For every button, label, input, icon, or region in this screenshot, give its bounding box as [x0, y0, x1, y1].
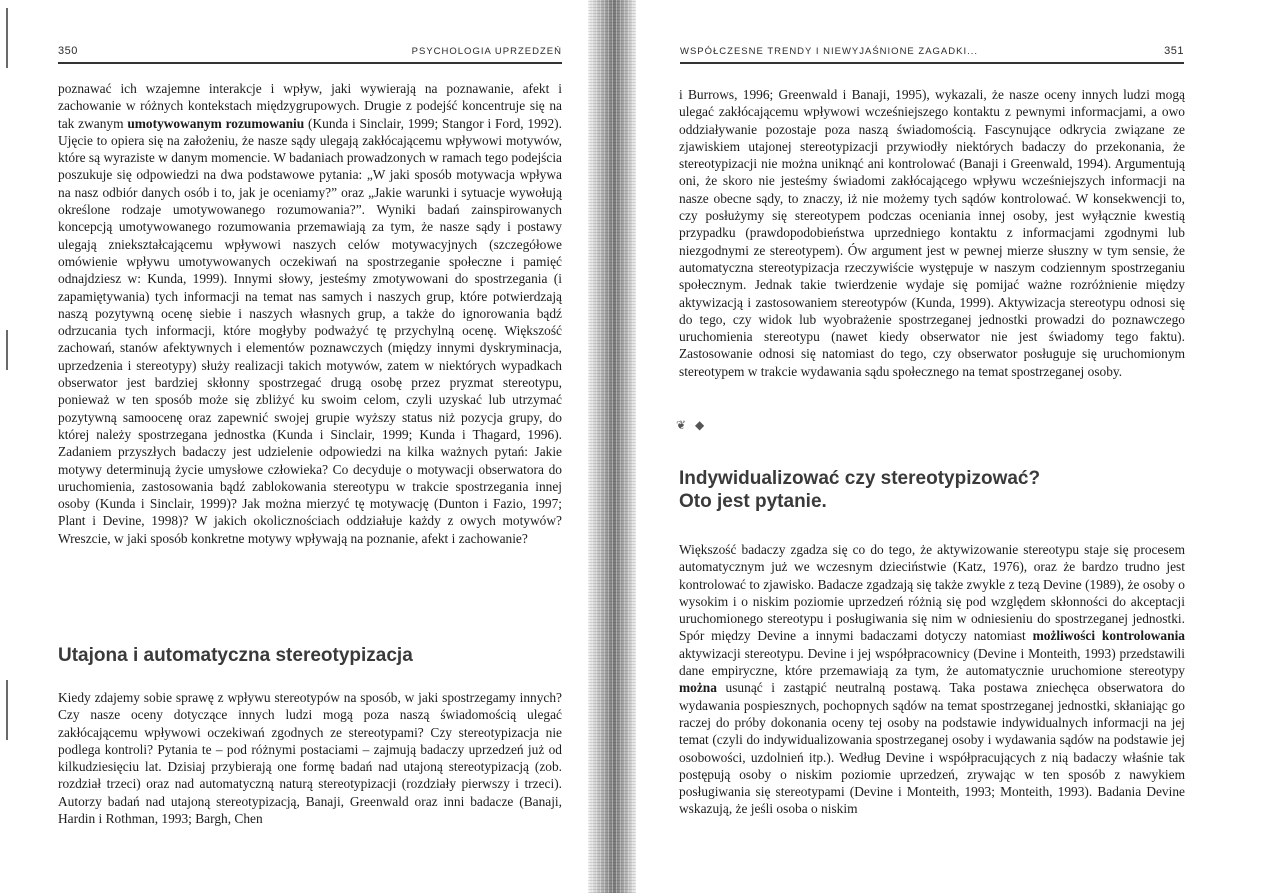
running-head-title: WSPÓŁCZESNE TRENDY I NIEWYJAŚNIONE ZAGADKI...	[680, 46, 979, 57]
body-paragraph: i Burrows, 1996; Greenwald i Banaji, 1995), wykazali, że nasze oceny innych ludzi mogą ulegać zakłócającemu wpływowi wcześniejszego kontaktu z pewnymi informacjami, a owo oddziaływanie pozostaje poza naszą świadomością. Fascynujące odkrycia związane ze zjawiskiem utajonej stereotypizacji przywiodły niektórych badaczy do przekonania, że stereotypizacji nie można uniknąć ani kontrolować (Banaji i Greenwald, 1994). Argumentują oni, że skoro nie jesteśmy świadomi zakłócającego wpływu wcześniejszych informacji na nasze obecne sądy, to znaczy, iż nie możemy tych sądów kontrolować. W konsekwencji to, czy posłużymy się stereotypem podczas oceniania innej osoby, jest wyłącznie kwestią przypadku (prawdopodobieństwa uprzedniego kontaktu z informacjami zgodnymi lub niezgodnymi ze stereotypem). Ów argument jest w pewnej mierze słuszny w tym sensie, że automatyczna stereotypizacja rzeczywiście występuje w naszym codziennym spostrzeganiu społecznym. Jednak takie twierdzenie wydaje się pomijać ważne rozróżnienie między aktywizacją i zastosowaniem stereotypów (Kunda, 1999). Aktywizacja stereotypu odnosi się do tego, czy widok lub wyobrażenie spostrzeganej jednostki prowadzi do poznawczego uruchomienia stereotypu (nawet kiedy obserwator nie jest świadomy tego faktu). Zastosowanie odnosi się natomiast do tego, czy obserwator posługuje się uruchomionym stereotypem w trakcie wydawania sądu społecznego na temat spostrzeganej osoby.	[679, 87, 1185, 379]
scan-edge-mark	[6, 330, 8, 370]
left-page	[0, 0, 592, 893]
bold-term: umotywowanym rozumowaniu	[127, 115, 305, 131]
bold-term: można	[679, 680, 717, 696]
section-heading: Utajona i automatyczna stereotypizacja	[58, 645, 413, 666]
right-page	[636, 0, 1264, 893]
page-number: 351	[1164, 45, 1184, 57]
running-head-title: PSYCHOLOGIA UPRZEDZEŃ	[411, 46, 562, 57]
book-gutter	[588, 0, 636, 893]
heading-line: Oto jest pytanie.	[679, 491, 827, 512]
page-number: 350	[58, 45, 78, 57]
scan-edge-mark	[6, 8, 8, 68]
left-running-head	[58, 40, 562, 64]
body-paragraph: Kiedy zdajemy sobie sprawę z wpływu stereotypów na sposób, w jaki spostrzegamy innych? Czy nasze oceny dotyczące innych ludzi mogą poza naszą świadomością ulegać zakłócającemu wpływowi oczekiwań zgodnych ze stereotypami? Czy stereotypizacja nie podlega kontroli? Pytania te – pod różnymi postaciami – zajmują badaczy uprzedzeń już od kilkudziesięciu lat. Dzisiaj przybierają one formę badań nad utajoną stereotypizacją (zob. rozdział trzeci) oraz nad automatyczną naturą stereotypizacji (rozdziały pierwszy i trzeci). Autorzy badań nad utajoną stereotypizacją, Banaji, Greenwald oraz inni badacze (Banaji, Hardin i Rothman, 1993; Bargh, Chen	[58, 690, 562, 827]
section-heading	[679, 467, 1185, 513]
heading-line: Indywidualizować czy stereotypizować?	[679, 468, 1041, 489]
scan-smudge-mark: ❦ ◆	[676, 418, 708, 432]
body-paragraph: poznawać ich wzajemne interakcje i wpływ, jaki wywierają na poznawanie, afekt i zachowanie w różnych kontekstach międzygrupowych. Drugie z podejść koncentruje się na tak zwanym umotywowanym rozumowaniu (Kunda i Sinclair, 1999; Stangor i Ford, 1992). Ujęcie to opiera się na założeniu, że nasze sądy ulegają zakłócającemu wpływowi motywów, które są wyraziste w danym momencie. W badaniach prowadzonych w ramach tego podejścia poszukuje się odpowiedzi na dwa podstawowe pytania: „W jaki sposób motywacja wpływa na nasz odbiór danych osób i to, jak je oceniamy?” oraz „Jakie warunki i sytuacje wywołują określone rodzaje umotywowanego rozumowania?”. Wyniki badań zainspirowanych koncepcją umotywowanego rozumowania przemawiają za tym, że nasze sądy i postawy ulegają zniekształcającemu wpływowi naszych celów motywacyjnych (szczegółowe omówienie wpływu umotywowanych oczekiwań na spostrzeganie społeczne i pamięć odnajdziesz w: Kunda, 1999). Innymi słowy, jesteśmy zmotywowani do spostrzegania (i zapamiętywania) tych informacji na temat nas samych i naszych grup, które potwierdzają naszą pozytywną ocenę siebie i naszych własnych grup, a także do ignorowania bądź odrzucania tych informacji, które mogłyby podważyć tę przychylną ocenę. Większość zachowań, stanów afektywnych i elementów poznawczych (między innymi dyskryminacja, uprzedzenia i stereotypy) służy realizacji takich motywów, zatem w niektórych wypadkach obserwator jest bardziej skłonny spostrzegać drugą osobę przez pryzmat stereotypu, ponieważ w ten sposób może się zbliżyć ku swoim celom, czyli uzyskać lub utrzymać pozytywną samoocenę oraz zapewnić swojej grupie wyższy status niż pozycja grupy, do której należy spostrzegana jednostka (Kunda i Sinclair, 1999; Kunda i Thagard, 1996). Zadaniem przyszłych badaczy jest udzielenie odpowiedzi na kilka ważnych pytań: Jakie motywy determinują życie umysłowe człowieka? Co decyduje o motywacji obserwatora do uruchomienia, zastosowania bądź zablokowania stereotypu w trakcie spostrzegania innej osoby (Kunda i Sinclair, 1999)? Jak można mierzyć tę motywację (Dunton i Fazio, 1997; Plant i Devine, 1998)? W jakich okolicznościach oddziałuje każdy z owych motywów? Wreszcie, w jaki sposób konkretne motywy wpływają na poznanie, afekt i zachowanie?	[58, 81, 562, 546]
right-running-head	[680, 40, 1184, 64]
body-paragraph: Większość badaczy zgadza się co do tego, że aktywizowanie stereotypu staje się procesem automatycznym już we wczesnym dzieciństwie (Katz, 1976), oraz że bardzo trudno jest kontrolować to zjawisko. Badacze zgadzają się także zwykle z tezą Devine (1989), że osoby o wysokim i o niskim poziomie uprzedzeń różnią się pod względem skłonności do akceptacji uruchomionego stereotypu i posługiwania się nim w odniesieniu do spostrzeganej jednostki. Spór między Devine a innymi badaczami dotyczy natomiast możliwości kontrolowania aktywizacji stereotypu. Devine i jej współpracownicy (Devine i Monteith, 1993) przedstawili dane empiryczne, które przemawiają za tym, że automatycznie uruchomione stereotypy można usunąć i zastąpić neutralną postawą. Taka postawa zniechęca obserwatora do wydawania pospiesznych, pochopnych sądów na temat spostrzeganej jednostki, skłaniając go raczej do próby dokonania oceny tej osoby na podstawie indywidualnych informacji na jej temat (czyli do indywidualizowania spostrzeganej osoby i wydawania sądów na podstawie jej osobowości, uzdolnień itp.). Według Devine i współpracujących z nią badaczy właśnie tak postępują osoby o niskim poziomie uprzedzeń, zrywając w ten sposób z nawykiem posługiwania się stereotypami (Devine i Monteith, 1993; Monteith, 1993). Badania Devine wskazują, że jeśli osoba o niskim	[679, 542, 1185, 817]
bold-term: możliwości kontrolowania	[1032, 628, 1185, 644]
scan-edge-mark	[6, 680, 8, 740]
